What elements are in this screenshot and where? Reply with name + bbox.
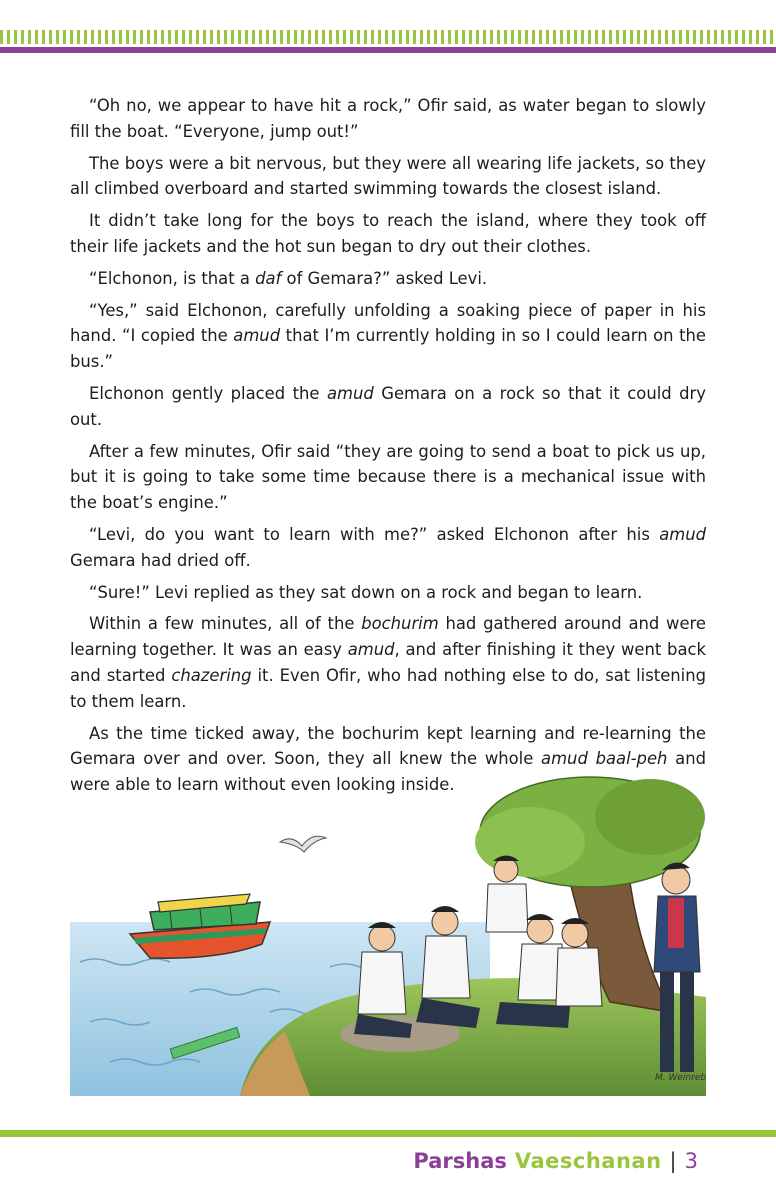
- italic-term: bochurim: [361, 614, 439, 634]
- italic-term: chazering: [171, 665, 252, 685]
- text-run: Gemara on a rock so that it could dry out.: [70, 383, 706, 429]
- footer-parshas: Parshas: [413, 1149, 507, 1173]
- text-run: Within a few minutes, all of the: [89, 614, 362, 634]
- italic-term: amud: [659, 524, 706, 544]
- illustration-boys-learning-on-island: [70, 762, 706, 1096]
- text-run: it. Even Ofir, who had nothing else to do, sat listening to them learn.: [70, 665, 707, 711]
- text-run: “Sure!” Levi replied as they sat down on a rock and began to learn.: [89, 582, 643, 602]
- text-run: After a few minutes, Ofir said “they are going to send a boat to pick us up, but it is going to take some time because there is a mechanical issue with the boat’s engine.”: [70, 441, 706, 513]
- bottom-green-rule: [0, 1130, 776, 1137]
- story-paragraph: [70, 439, 706, 516]
- text-run: “Oh no, we appear to have hit a rock,” Ofir said, as water began to slowly fill the boat. “Everyone, jump out!”: [70, 96, 706, 141]
- footer-parsha-name: Vaeschanan: [514, 1149, 662, 1173]
- story-paragraph: [70, 580, 706, 606]
- text-run: of Gemara?” asked Levi.: [281, 268, 488, 288]
- seagull: [280, 836, 326, 852]
- text-run: that I’m currently holding in so I could learn on the bus.”: [70, 326, 706, 372]
- italic-term: amud: [326, 383, 374, 403]
- story-text: [70, 93, 706, 804]
- page-footer: [413, 1146, 698, 1176]
- text-run: “Levi, do you want to learn with me?” asked Elchonon after his: [89, 524, 660, 544]
- text-run: It didn’t take long for the boys to reach the island, where they took off their life jackets and the hot sun began to dry out their clothes.: [70, 211, 706, 256]
- italic-term: amud: [347, 640, 395, 660]
- story-paragraph: [70, 611, 706, 714]
- story-paragraph: [70, 151, 706, 203]
- italic-term: daf: [255, 268, 282, 288]
- text-run: had gathered around and were learning together. It was an easy: [70, 614, 706, 660]
- text-run: Elchonon gently placed the: [89, 383, 327, 403]
- text-run: “Elchonon, is that a: [89, 268, 256, 288]
- story-paragraph: [70, 208, 706, 260]
- purple-rule: [0, 47, 776, 53]
- text-run: , and after finishing it they went back and started: [70, 640, 706, 685]
- italic-term: amud: [233, 326, 281, 346]
- text-run: and were able to learn without even looking inside.: [70, 749, 706, 795]
- green-tick-strip: [0, 30, 776, 44]
- text-run: The boys were a bit nervous, but they were all wearing life jackets, so they all climbed overboard and started swimming towards the closest island.: [70, 153, 706, 199]
- story-paragraph: [70, 266, 706, 292]
- story-paragraph: [70, 298, 706, 375]
- italic-term: amud baal-peh: [541, 749, 668, 769]
- text-run: Gemara had dried off.: [70, 550, 251, 570]
- story-paragraph: [70, 381, 706, 433]
- footer-separator: |: [669, 1149, 677, 1173]
- page-number: 3: [684, 1149, 698, 1173]
- story-paragraph: [70, 93, 706, 145]
- top-decorative-band: [0, 0, 776, 56]
- story-paragraph: [70, 522, 706, 574]
- text-run: “Yes,” said Elchonon, carefully unfolding a soaking piece of paper in his hand. “I copied the: [70, 300, 706, 346]
- illustrator-signature: M. Weinreb: [655, 1073, 706, 1083]
- text-run: As the time ticked away, the bochurim kept learning and re-learning the Gemara over and over. Soon, they all knew the whole: [70, 723, 706, 769]
